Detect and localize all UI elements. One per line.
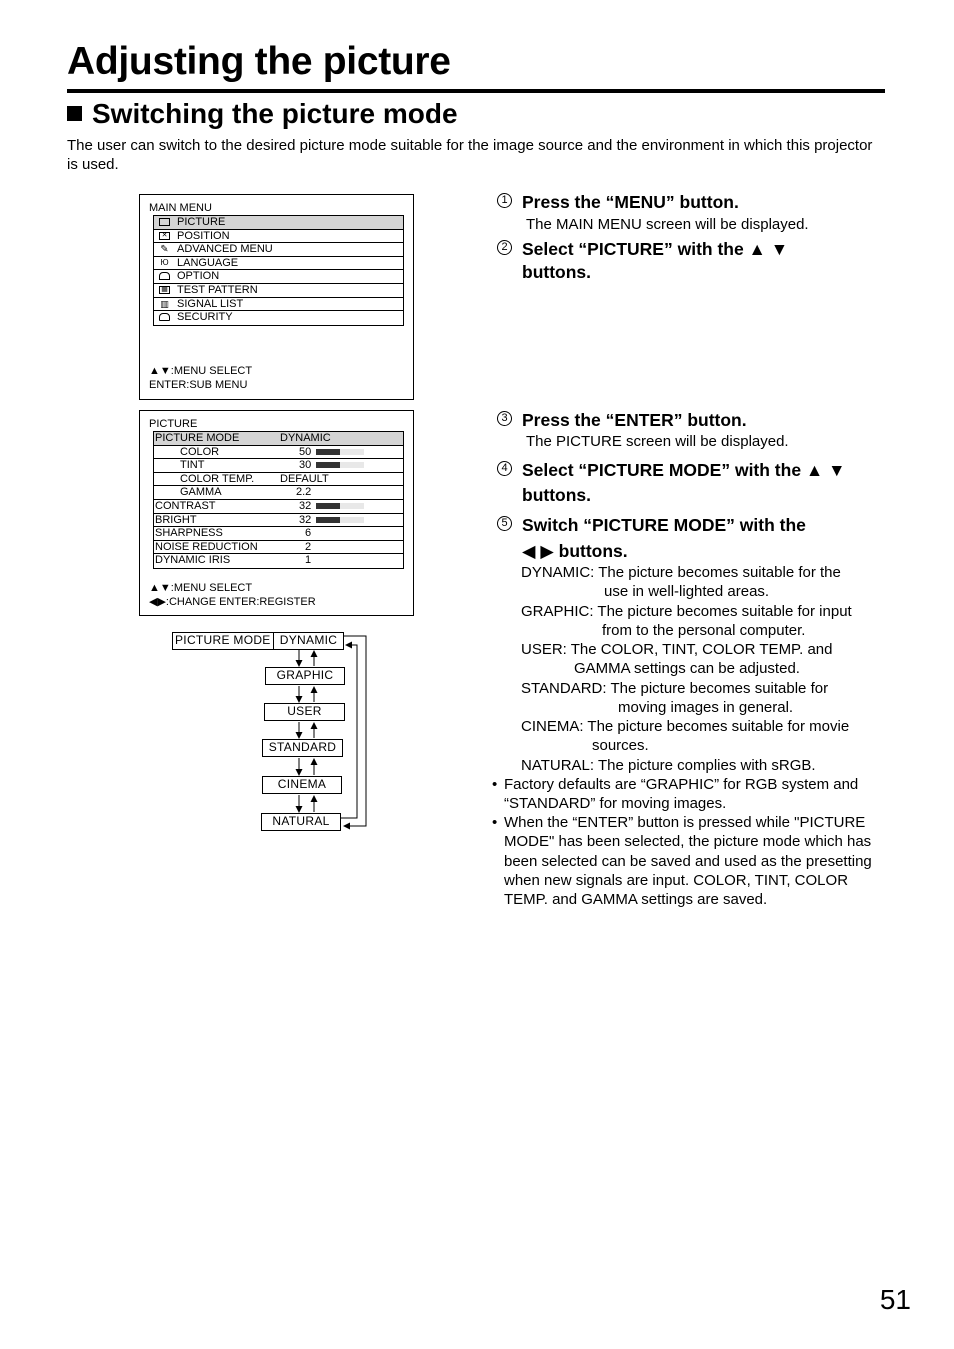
picture-row-gamma[interactable] bbox=[154, 486, 403, 500]
main-menu-item-test-pattern[interactable] bbox=[154, 284, 403, 298]
note-factory-defaults bbox=[492, 775, 886, 814]
section-title-text: Switching the picture mode bbox=[92, 98, 458, 129]
picture-row-value: 50 bbox=[299, 445, 312, 458]
main-menu-item-label: SIGNAL LIST bbox=[177, 297, 244, 310]
main-menu-item-label: TEST PATTERN bbox=[177, 283, 258, 296]
main-menu-item-security[interactable] bbox=[154, 311, 403, 325]
picture-row-value: 6 bbox=[305, 527, 312, 540]
mode-desc-line: GAMMA settings can be adjusted. bbox=[574, 660, 800, 677]
picture-row-contrast[interactable] bbox=[154, 500, 403, 514]
page-title: Adjusting the picture bbox=[67, 40, 451, 83]
main-menu-item-label: LANGUAGE bbox=[177, 256, 239, 269]
mode-desc-line: sources. bbox=[592, 737, 649, 754]
main-menu-screen bbox=[139, 194, 414, 400]
mode-desc-line: USER: The COLOR, TINT, COLOR TEMP. and bbox=[521, 641, 833, 658]
picture-row-label: TINT bbox=[180, 459, 205, 472]
mode-desc-line: GRAPHIC: The picture becomes suitable for input bbox=[521, 603, 852, 620]
step-subtext: The PICTURE screen will be displayed. bbox=[526, 433, 789, 450]
mode-desc-cinema bbox=[521, 717, 886, 755]
value-bar bbox=[316, 517, 364, 523]
picture-row-label: CONTRAST bbox=[155, 499, 216, 512]
picture-row-label: COLOR TEMP. bbox=[180, 472, 255, 485]
test-pattern-icon: ▦ bbox=[159, 286, 170, 294]
value-bar-fill bbox=[316, 449, 340, 455]
main-menu-footer-line: ▲▼:MENU SELECT bbox=[149, 365, 253, 377]
picture-row-label: COLOR bbox=[180, 445, 220, 458]
main-menu-item-advanced-menu[interactable] bbox=[154, 243, 403, 257]
step-heading: Switch “PICTURE MODE” with the bbox=[522, 515, 806, 535]
main-menu-item-language[interactable] bbox=[154, 257, 403, 271]
value-bar-fill bbox=[316, 503, 340, 509]
picture-row-color-temp[interactable] bbox=[154, 473, 403, 487]
main-menu-title: MAIN MENU bbox=[149, 202, 212, 214]
step-number: 2 bbox=[497, 240, 512, 255]
picture-row-value: 32 bbox=[299, 513, 312, 526]
picture-icon bbox=[159, 218, 170, 226]
picture-row-label: BRIGHT bbox=[155, 513, 197, 526]
mode-box-cinema: CINEMA bbox=[262, 776, 342, 794]
mode-desc-line: NATURAL: The picture complies with sRGB. bbox=[521, 757, 816, 774]
picture-row-dynamic-iris[interactable] bbox=[154, 554, 403, 568]
step-number: 4 bbox=[497, 461, 512, 476]
language-icon: Ю bbox=[160, 257, 169, 267]
picture-row-sharpness[interactable] bbox=[154, 527, 403, 541]
mode-desc-line: STANDARD: The picture becomes suitable for bbox=[521, 680, 829, 697]
mode-desc-line: from to the personal computer. bbox=[602, 622, 806, 639]
note-text: Factory defaults are “GRAPHIC” for RGB system and “STANDARD” for moving images. bbox=[504, 776, 859, 813]
main-menu-item-picture[interactable] bbox=[154, 216, 403, 230]
main-menu-item-label: POSITION bbox=[177, 229, 230, 242]
mode-box-standard: STANDARD bbox=[262, 739, 343, 757]
step-heading: buttons. bbox=[522, 262, 592, 282]
value-bar-fill bbox=[316, 517, 340, 523]
main-menu-item-signal-list[interactable] bbox=[154, 298, 403, 312]
step-subtext: The MAIN MENU screen will be displayed. bbox=[526, 216, 809, 233]
picture-row-label: GAMMA bbox=[180, 486, 222, 499]
picture-row-label: SHARPNESS bbox=[155, 527, 223, 540]
mode-box-dynamic: DYNAMIC bbox=[273, 632, 344, 650]
picture-menu-footer-line: ▲▼:MENU SELECT bbox=[149, 582, 253, 594]
step-heading: Press the “ENTER” button. bbox=[522, 410, 747, 430]
step-heading: Select “PICTURE MODE” with the ▲ ▼ bbox=[522, 460, 846, 480]
main-menu-item-position[interactable] bbox=[154, 230, 403, 244]
picture-row-picture-mode[interactable] bbox=[154, 432, 403, 446]
step-heading: buttons. bbox=[522, 485, 592, 505]
picture-row-value: 30 bbox=[299, 459, 312, 472]
picture-row-tint[interactable] bbox=[154, 459, 403, 473]
picture-menu-footer bbox=[149, 582, 316, 609]
signal-list-icon: ▥ bbox=[160, 298, 169, 309]
picture-row-value: 32 bbox=[299, 499, 312, 512]
step-heading: Press the “MENU” button. bbox=[522, 192, 739, 212]
bullet-icon: • bbox=[492, 776, 498, 793]
step-heading: Select “PICTURE” with the ▲ ▼ bbox=[522, 239, 789, 259]
picture-menu-title: PICTURE bbox=[149, 418, 198, 430]
value-bar bbox=[316, 462, 364, 468]
main-menu-list bbox=[153, 215, 404, 326]
picture-row-color[interactable] bbox=[154, 446, 403, 460]
title-rule bbox=[67, 89, 885, 93]
picture-row-value: DEFAULT bbox=[280, 472, 329, 485]
loop-arrow-inner bbox=[341, 645, 357, 818]
step-number: 3 bbox=[497, 411, 512, 426]
main-menu-item-label: ADVANCED MENU bbox=[177, 243, 273, 256]
main-menu-item-label: OPTION bbox=[177, 270, 220, 283]
value-bar-fill bbox=[316, 462, 340, 468]
main-menu-item-label: SECURITY bbox=[177, 311, 233, 324]
step-heading: ◀ ▶ buttons. bbox=[522, 541, 628, 561]
picture-menu-screen bbox=[139, 410, 414, 616]
section-square-icon bbox=[67, 106, 82, 121]
picture-row-bright[interactable] bbox=[154, 514, 403, 528]
option-icon bbox=[159, 272, 170, 280]
main-menu-footer bbox=[149, 365, 252, 392]
picture-menu-footer-line: ◀▶:CHANGE ENTER:REGISTER bbox=[149, 595, 316, 608]
mode-desc-user bbox=[521, 640, 886, 678]
value-bar bbox=[316, 449, 364, 455]
mode-desc-line: CINEMA: The picture becomes suitable for movie bbox=[521, 718, 850, 735]
mode-desc-line: moving images in general. bbox=[618, 699, 794, 716]
position-icon: ✕ bbox=[159, 232, 170, 240]
picture-row-value: 1 bbox=[305, 554, 312, 567]
intro-text: The user can switch to the desired picture mode suitable for the image source and the environment in which this projector is used. bbox=[67, 137, 873, 173]
mode-desc-natural bbox=[521, 756, 886, 775]
main-menu-footer-line: ENTER:SUB MENU bbox=[149, 378, 248, 391]
picture-menu-list bbox=[153, 431, 404, 569]
mode-desc-dynamic bbox=[521, 563, 886, 601]
picture-row-noise-reduction[interactable] bbox=[154, 541, 403, 555]
mode-box-graphic: GRAPHIC bbox=[265, 667, 345, 685]
bullet-icon: • bbox=[492, 814, 498, 831]
step-number: 5 bbox=[497, 516, 512, 531]
picture-row-label: DYNAMIC IRIS bbox=[155, 554, 231, 567]
mode-box-natural: NATURAL bbox=[261, 813, 341, 831]
picture-row-value: 2.2 bbox=[296, 486, 312, 499]
mode-desc-standard bbox=[521, 679, 886, 717]
picture-row-label: NOISE REDUCTION bbox=[155, 540, 258, 553]
section-title bbox=[67, 98, 458, 130]
picture-row-value: DYNAMIC bbox=[280, 432, 331, 444]
main-menu-item-label: PICTURE bbox=[177, 216, 226, 228]
note-text: When the “ENTER” button is pressed while "PICTURE MODE" has been selected, the picture mode which has been selected can be saved and used as the presetting when new signals are input. COLOR, TINT, COLOR TEMP. and GAMMA settings are saved. bbox=[504, 814, 872, 909]
picture-row-label: PICTURE MODE bbox=[155, 432, 240, 444]
mode-box-user: USER bbox=[264, 703, 345, 721]
picture-row-value: 2 bbox=[305, 540, 312, 553]
main-menu-item-option[interactable] bbox=[154, 270, 403, 284]
security-icon bbox=[159, 313, 170, 321]
mode-desc-line: DYNAMIC: The picture becomes suitable for the bbox=[521, 564, 841, 581]
value-bar bbox=[316, 503, 364, 509]
loop-arrow-outer bbox=[344, 636, 366, 826]
note-enter-saves bbox=[492, 813, 886, 909]
page-number: 51 bbox=[879, 1284, 911, 1315]
mode-cycle-label: PICTURE MODE bbox=[172, 632, 274, 650]
advanced-menu-icon: ✎ bbox=[160, 244, 169, 256]
mode-desc-line: use in well-lighted areas. bbox=[604, 583, 770, 600]
step-number: 1 bbox=[497, 193, 512, 208]
mode-desc-graphic bbox=[521, 602, 886, 640]
